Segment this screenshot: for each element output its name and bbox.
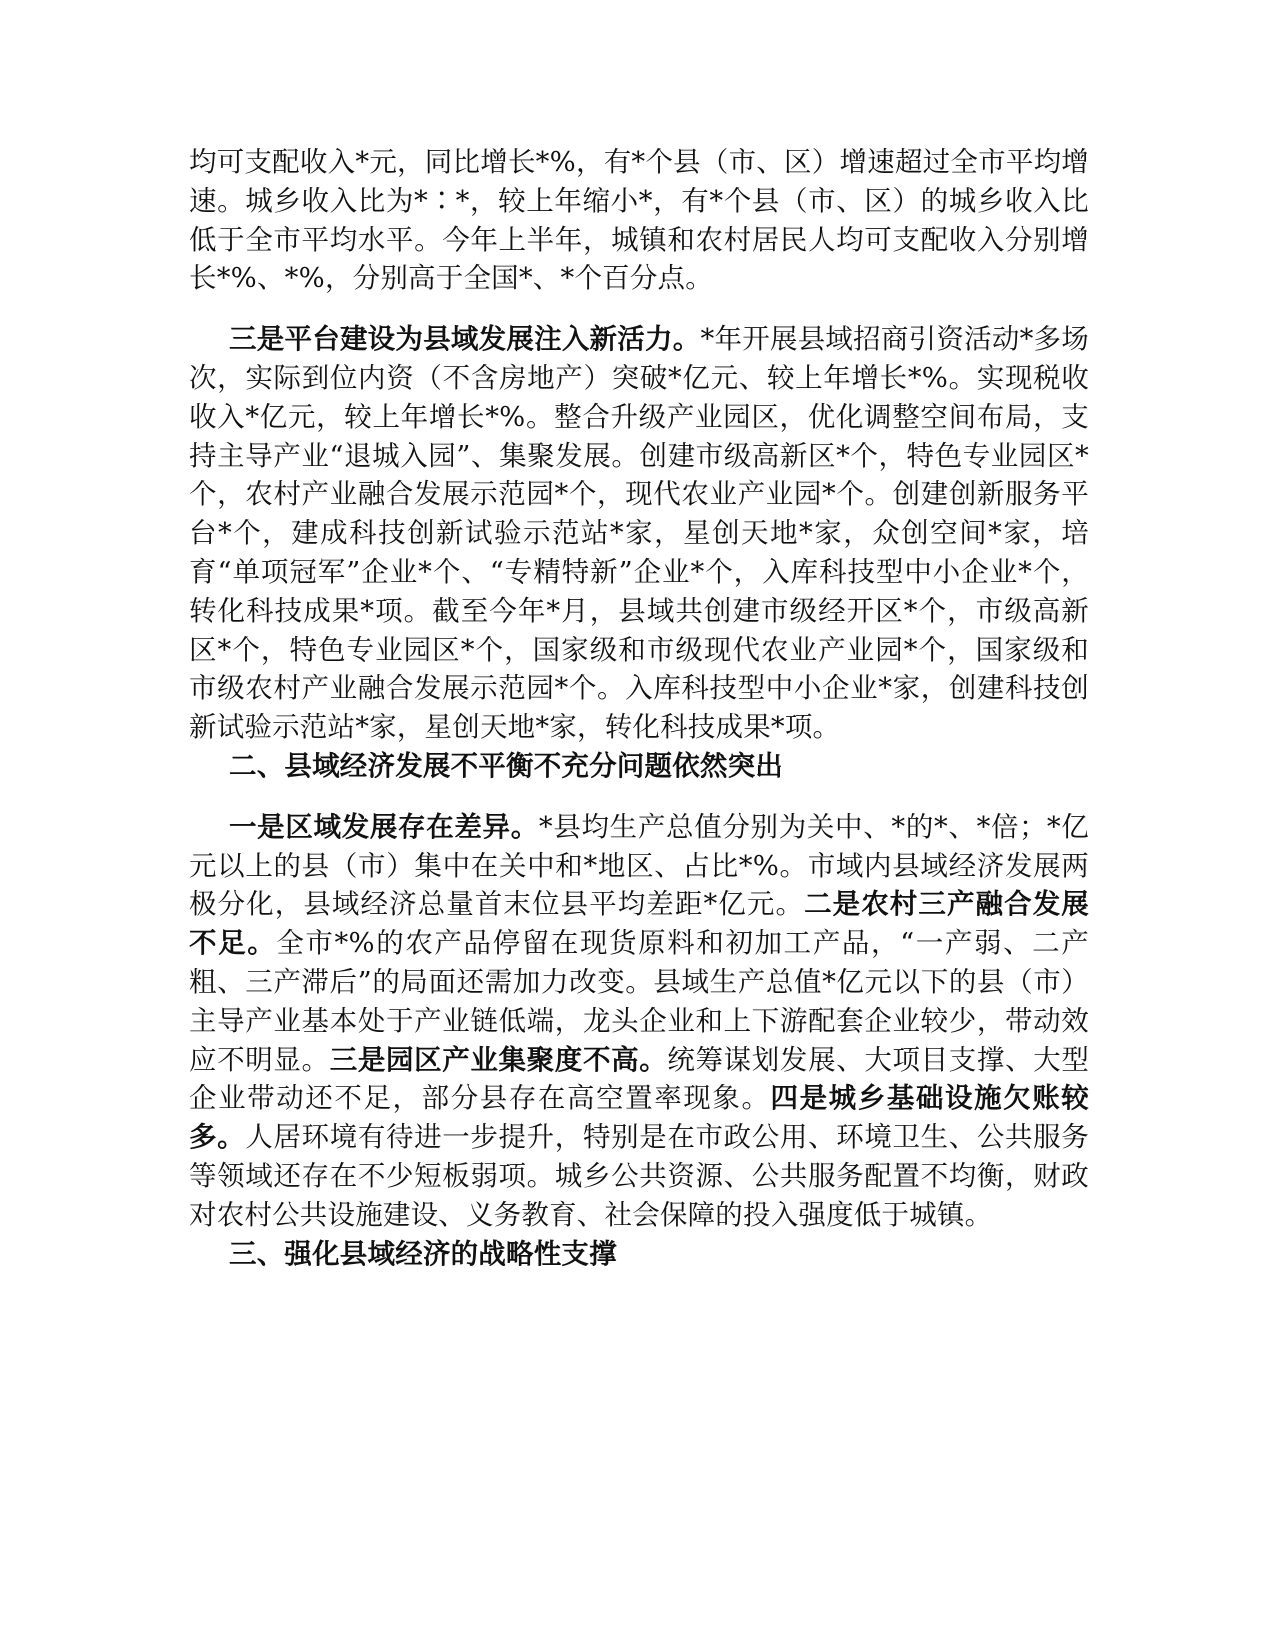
section-heading-three: 三、强化县域经济的战略性支撑	[229, 1237, 617, 1270]
problem-text-2: 全市*%的农产品停留在现货原料和初加工产品，“一产弱、二产粗、三产滞后”的局面还需加力改变。县域生产总值*亿元以下的县（市）主导产业基本处于产业链低端，龙头企业和上下游配套企业较少，带动效应不明显。	[189, 927, 1089, 1076]
problem-text-4: 人居环境有待进一步提升，特别是在市政公用、环境卫生、公共服务等领域还存在不少短板弱项。城乡公共资源、公共服务配置不均衡，财政对农村公共设施建设、义务教育、社会保障的投入强度低于城镇。	[189, 1121, 1089, 1231]
problem-lead-1: 一是区域发展存在差异。	[229, 810, 539, 843]
problem-text-1: *县均生产总值分别为关中、*的*、*倍；*亿元以上的县（市）集中在关中和*地区、占比*%。市域内县域经济发展两极分化，县域经济总量首末位县平均差距*亿元。	[189, 810, 1090, 921]
problem-lead-4: 四是城乡基础设施欠账较多。	[189, 1082, 1089, 1154]
problem-text-3: 统筹谋划发展、大项目支撑、大型企业带动还不足，部分县存在高空置率现象。	[189, 1043, 1090, 1115]
section-heading-two: 二、县域经济发展不平衡不充分问题依然突出	[229, 749, 783, 782]
paragraph-income	[189, 143, 1089, 298]
paragraph-platform-text: *年开展县域招商引资活动*多场次，实际到位内资（不含房地产）突破*亿元、较上年增长*%。实现税收收入*亿元，较上年增长*%。整合升级产业园区，优化调整空间布局，支持主导产业“退城入园”、集聚发展。创建市级高新区*个，特色专业园区*个，农村产业融合发展示范园*个，现代农业产业园*个。创建创新服务平台*个，建成科技创新试验示范站*家，星创天地*家，众创空间*家，培育“单项冠军”企业*个、“专精特新”企业*个，入库科技型中小企业*个，转化科技成果*项。截至今年*月，县域共创建市级经开区*个，市级高新区*个，特色专业园区*个，国家级和市级现代农业产业园*个，国家级和市级农村产业融合发展示范园*个。入库科技型中小企业*家，创建科技创新试验示范站*家，星创天地*家，转化科技成果*项。	[189, 323, 1089, 744]
problem-lead-3: 三是园区产业集聚度不高。	[329, 1043, 668, 1076]
paragraph-platform	[189, 320, 1089, 747]
paragraph-problems	[189, 808, 1089, 1235]
paragraph-income-text: 均可支配收入*元，同比增长*%，有*个县（市、区）增速超过全市平均增速。城乡收入比为*∶*，较上年缩小*，有*个县（市、区）的城乡收入比低于全市平均水平。今年上半年，城镇和农村居民人均可支配收入分别增长*%、*%，分别高于全国*、*个百分点。	[189, 146, 1089, 295]
problem-lead-2: 二是农村三产融合发展不足。	[189, 888, 1090, 960]
paragraph-platform-lead: 三是平台建设为县域发展注入新活力。	[229, 323, 701, 356]
document-body	[189, 143, 1089, 1273]
